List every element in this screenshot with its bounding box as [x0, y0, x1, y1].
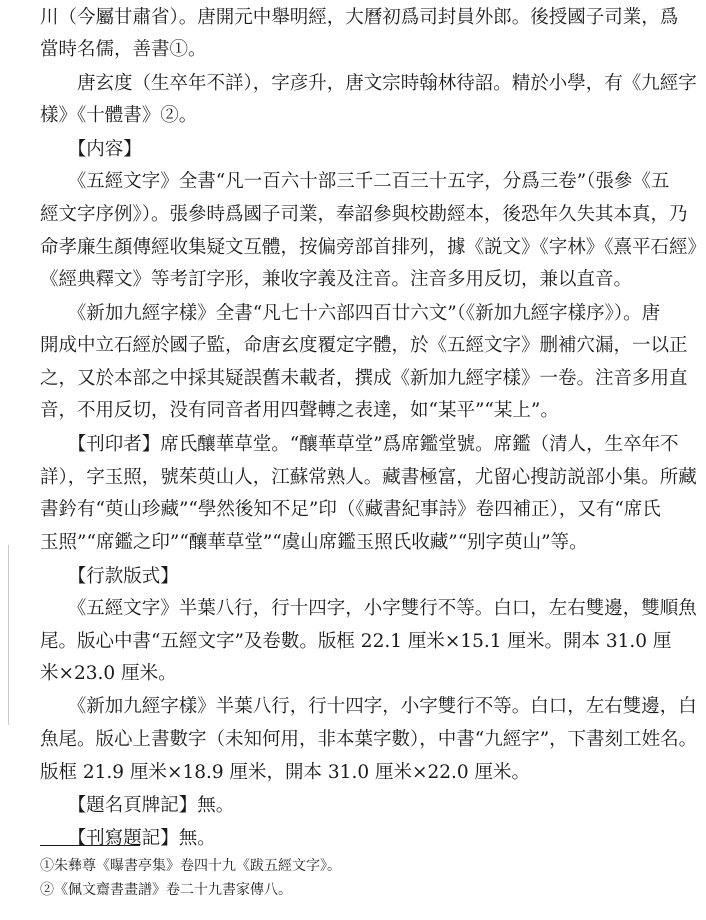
margin-mark	[8, 545, 9, 725]
text-line: 魚尾。版心上書數字（未知何用，非本葉字數），中書“九經字”，下書刻工姓名。	[40, 729, 698, 750]
footnote-2: ②《佩文齋書畫譜》卷二十九書家傳八。	[40, 882, 292, 898]
text-line: 當時名儒，善書①。	[40, 39, 207, 60]
text-line: 版框 21.9 厘米×18.9 厘米，開本 31.0 厘米×22.0 厘米。	[40, 762, 531, 783]
text-line: 開成中立石經於國子監，命唐玄度覆定字體，於《五經文字》删補穴漏，一以正	[40, 335, 688, 356]
text-line: 之，又於本部之中採其疑誤舊未載者，撰成《新加九經字樣》一卷。注音多用直	[40, 368, 688, 389]
footnote-rule	[40, 845, 140, 846]
text-line: 尾。版心中書“五經文字”及卷數。版框 22.1 厘米×15.1 厘米。開本 31.0 厘	[40, 631, 672, 652]
text-line: 樣》《十體書》②。	[40, 105, 198, 126]
footnote-1: ①朱彝尊《曝書亭集》卷四十九《跋五經文字》。	[40, 858, 341, 874]
section-heading-colophon: 【刊寫題記】無。	[40, 828, 216, 849]
text-line: 《新加九經字樣》半葉八行，行十四字，小字雙行不等。白口，左右雙邊，白	[40, 696, 697, 717]
section-heading-title-page: 【題名頁牌記】無。	[40, 795, 235, 816]
text-line: 《經典釋文》等考訂字形，兼收字義及注音。注音多用反切，兼以直音。	[40, 269, 633, 290]
text-line: 米×23.0 厘米。	[40, 663, 177, 684]
text-line: 川（今屬甘肅省）。唐開元中舉明經，大曆初爲司封員外郎。後授國子司業，爲	[40, 7, 679, 28]
text-line: 音，不用反切，没有同音者用四聲轉之表達，如“某平”“某上”。	[40, 400, 559, 421]
text-line: 詳），字玉照，號茱萸山人，江蘇常熟人。藏書極富，尤留心搜訪説部小集。所藏	[40, 467, 697, 488]
text-line: 《五經文字》半葉八行，行十四字，小字雙行不等。白口，左右雙邊，雙順魚	[40, 598, 697, 619]
text-line: 玉照”“席鑑之印”“釀華草堂”“虞山席鑑玉照氏收藏”“别字萸山”等。	[40, 532, 588, 553]
text-line: 《新加九經字樣》全書“凡七十六部四百廿六文”（《新加九經字樣序》）。唐	[40, 303, 661, 324]
text-line: 《五經文字》全書“凡一百六十部三千二百三十五字，分爲三卷”（張參《五	[40, 171, 670, 192]
section-heading-printer: 【刊印者】席氏釀華草堂。“釀華草堂”爲席鑑堂號。席鑑（清人，生卒年不	[40, 434, 679, 455]
text-line: 命孝廉生顏傳經收集疑文互體，按偏旁部首排列，據《説文》《字林》《熹平石經》	[40, 237, 706, 258]
text-line: 經文字序例》）。張參時爲國子司業，奉詔參與校勘經本，後恐年久失其本真，乃	[40, 204, 688, 225]
section-heading-format: 【行款版式】	[40, 566, 179, 587]
section-heading-contents: 【内容】	[40, 139, 142, 160]
text-line: 唐玄度（生卒年不詳），字彦升，唐文宗時翰林待詔。精於小學，有《九經字	[40, 73, 697, 94]
text-line: 書鈐有“萸山珍藏”“學然後知不足”印（《藏書紀事詩》卷四補正），又有“席氏	[40, 499, 661, 520]
